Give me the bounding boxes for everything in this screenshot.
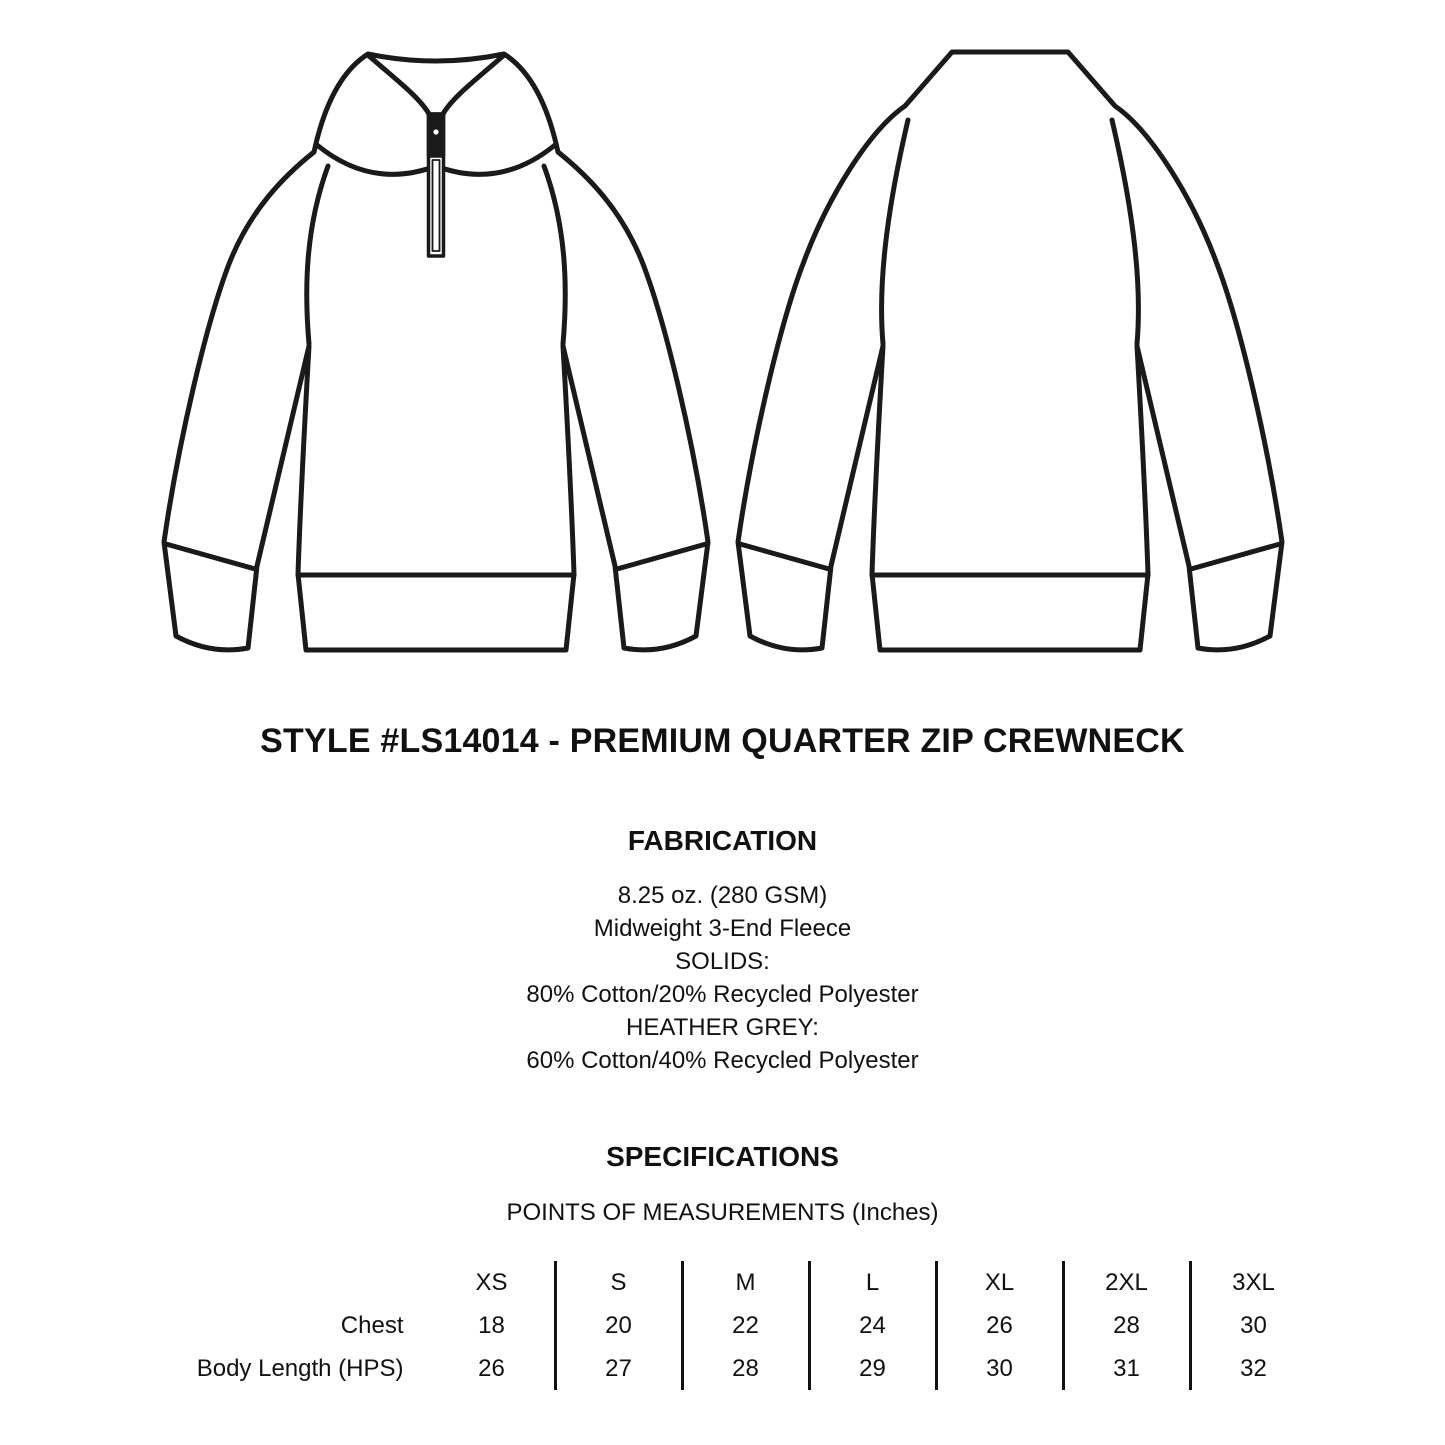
back-view-sketch: [730, 14, 1290, 664]
chest-value: 28: [1113, 1312, 1140, 1339]
back-silhouette: [738, 52, 1282, 650]
points-of-measurements-heading: POINTS OF MEASUREMENTS (Inches): [506, 1199, 939, 1226]
fabrication-line: HEATHER GREY:: [626, 1014, 819, 1041]
size-header: 3XL: [1232, 1269, 1275, 1296]
chest-value: 26: [986, 1312, 1013, 1339]
size-header: 2XL: [1105, 1269, 1148, 1296]
body-length-value: 29: [859, 1355, 886, 1382]
size-column-m: [681, 1261, 808, 1390]
body-length-value: 30: [986, 1355, 1013, 1382]
table-corner-cell: [130, 1261, 430, 1304]
size-column-xs: [430, 1261, 554, 1390]
chest-value: 22: [732, 1312, 759, 1339]
fabrication-line: Midweight 3-End Fleece: [593, 915, 852, 942]
chest-value: 20: [605, 1312, 632, 1339]
row-label-chest: Chest: [340, 1312, 404, 1339]
fabrication-line: 8.25 oz. (280 GSM): [617, 882, 828, 909]
fabrication-details: [0, 879, 1445, 1077]
body-length-value: 27: [605, 1355, 632, 1382]
size-column-2xl: [1062, 1261, 1189, 1390]
size-header: M: [735, 1269, 756, 1296]
chest-value: 24: [859, 1312, 886, 1339]
size-header: S: [610, 1269, 627, 1296]
body-length-value: 28: [732, 1355, 759, 1382]
specifications-heading: SPECIFICATIONS: [606, 1141, 839, 1172]
chest-value: 30: [1240, 1312, 1267, 1339]
size-column-xl: [935, 1261, 1062, 1390]
body-length-value: 32: [1240, 1355, 1267, 1382]
fabrication-line: 60% Cotton/40% Recycled Polyester: [526, 1047, 919, 1074]
size-header: XS: [475, 1269, 508, 1296]
style-title: STYLE #LS14014 - PREMIUM QUARTER ZIP CREWNECK: [260, 722, 1185, 760]
fabrication-heading: FABRICATION: [627, 825, 818, 856]
front-view-sketch: [156, 14, 716, 664]
size-column-s: [554, 1261, 681, 1390]
fabrication-line: SOLIDS:: [675, 948, 770, 975]
size-column-l: [808, 1261, 935, 1390]
size-header: L: [865, 1269, 880, 1296]
zipper-pull-icon: [433, 129, 438, 134]
zipper-placket: [428, 114, 443, 256]
body-length-value: 26: [478, 1355, 505, 1382]
zipper-tape-top: [428, 114, 443, 156]
row-label-body-length: Body Length (HPS): [196, 1355, 404, 1382]
measurements-table: [0, 1261, 1445, 1390]
chest-value: 18: [478, 1312, 505, 1339]
size-header: XL: [984, 1269, 1015, 1296]
garment-drawings: [0, 0, 1445, 664]
fabrication-line: 80% Cotton/20% Recycled Polyester: [526, 981, 919, 1008]
row-label-column: [130, 1261, 430, 1390]
size-column-3xl: [1189, 1261, 1316, 1390]
body-length-value: 31: [1113, 1355, 1140, 1382]
